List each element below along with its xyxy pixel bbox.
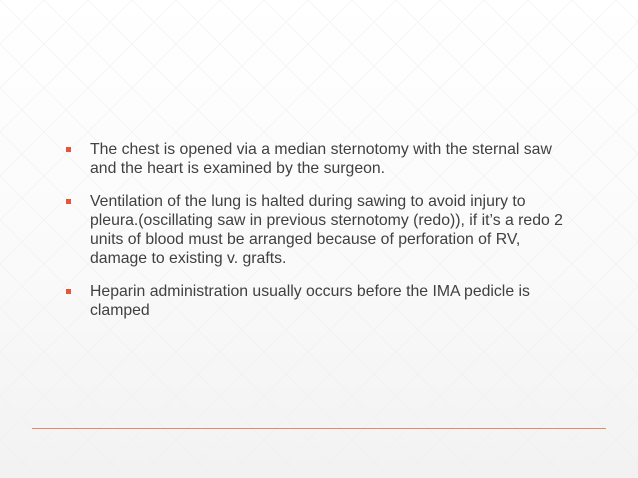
bullet-item [66,192,576,268]
bullet-list [66,140,576,320]
slide-body [66,140,576,334]
bullet-item [66,140,576,178]
bottom-divider [32,428,606,429]
bullet-text: Heparin administration usually occurs before the IMA pedicle is clamped [90,283,530,319]
bullet-square-icon [66,199,71,204]
bullet-item [66,282,576,320]
bullet-square-icon [66,289,71,294]
bullet-text: Ventilation of the lung is halted during sawing to avoid injury to pleura.(oscillating saw in previous sternotomy (redo)), if it’s a redo 2 units of blood must be arranged because of perforation of RV, damage to existing v. grafts. [90,193,563,267]
bullet-square-icon [66,147,71,152]
bullet-text: The chest is opened via a median sternotomy with the sternal saw and the heart is examined by the surgeon. [90,141,552,177]
